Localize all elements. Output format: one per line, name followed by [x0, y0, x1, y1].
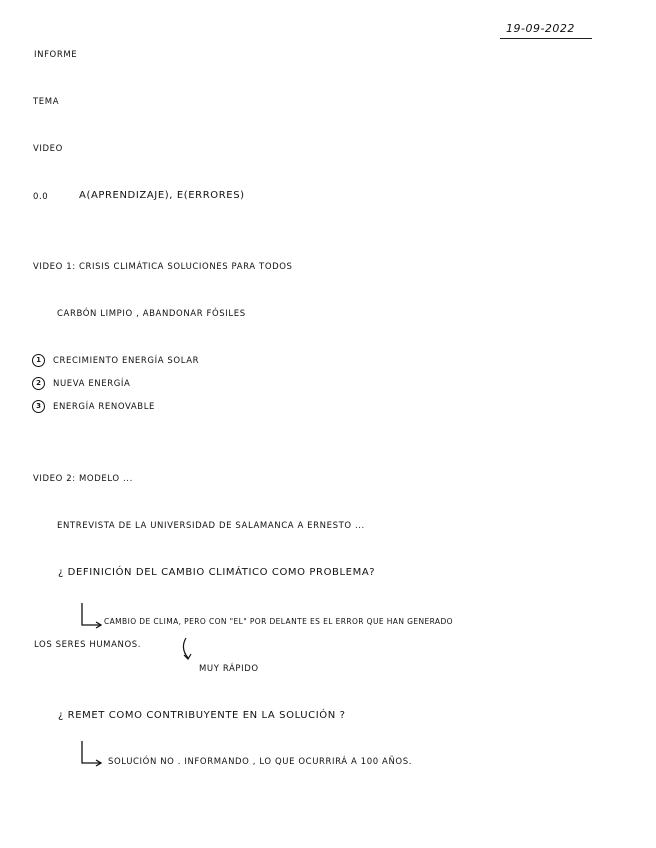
- video1-title: VIDEO 1: CRISIS CLIMÁTICA SOLUCIONES PARA TODOS: [33, 262, 293, 272]
- video1-subtitle: CARBÓN LIMPIO , ABANDONAR FÓSILES: [57, 309, 246, 319]
- date: 19-09-2022: [506, 22, 575, 35]
- informe-line: INFORME: [34, 50, 78, 60]
- tema-line: TEMA: [33, 97, 60, 107]
- video2-title: VIDEO 2: MODELO ...: [33, 474, 133, 484]
- entrevista-line: ENTREVISTA DE LA UNIVERSIDAD DE SALAMANCA A ERNESTO ...: [57, 521, 365, 531]
- answer-1-line-1: CAMBIO DE CLIMA, PERO CON "EL" POR DELANTE ES EL ERROR QUE HAN GENERADO: [104, 617, 453, 626]
- list-item-1: CRECIMIENTO ENERGÍA SOLAR: [53, 356, 200, 366]
- answer-1-note: MUY RÁPIDO: [199, 664, 259, 674]
- oo-label: 0.0: [33, 192, 49, 202]
- video-line: VIDEO: [33, 144, 63, 154]
- answer-arrow-1-icon: [82, 603, 100, 625]
- answer-1-line-2: LOS SERES HUMANOS.: [34, 640, 142, 650]
- answer-2: SOLUCIÓN NO . INFORMANDO , LO QUE OCURRIRÁ A 100 AÑOS.: [108, 757, 413, 767]
- question-2: ¿ REMET COMO CONTRIBUYENTE EN LA SOLUCIÓN ?: [58, 710, 346, 721]
- oo-text: A(APRENDIZAJE), E(ERRORES): [79, 190, 245, 201]
- question-1: ¿ DEFINICIÓN DEL CAMBIO CLIMÁTICO COMO PROBLEMA?: [58, 567, 376, 578]
- list-number-1: 1: [32, 354, 45, 367]
- list-item-3: ENERGÍA RENOVABLE: [53, 402, 156, 412]
- list-number-3: 3: [32, 400, 45, 413]
- list-item-2: NUEVA ENERGÍA: [53, 379, 131, 389]
- answer-arrow-2-icon: [82, 741, 100, 763]
- list-number-2: 2: [32, 377, 45, 390]
